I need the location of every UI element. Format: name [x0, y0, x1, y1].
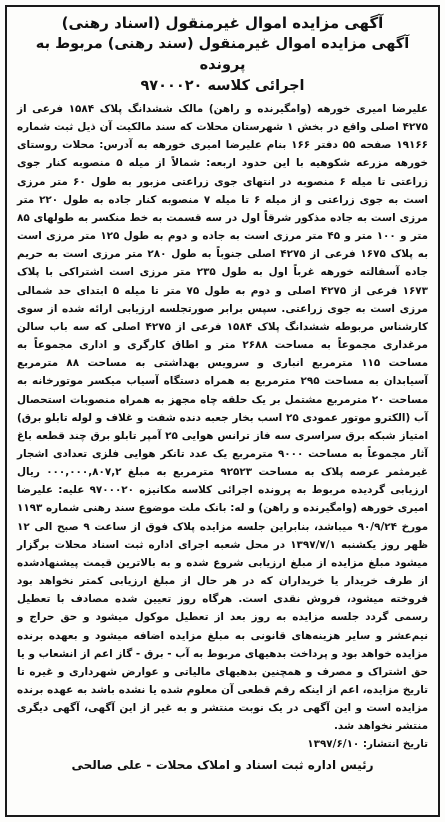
signature-line: رئیس اداره ثبت اسناد و املاک محلات - علی صالحی: [71, 758, 374, 773]
case-number-line: اجرائی کلاسه ۹۷۰۰۰۲۰: [140, 78, 305, 94]
notice-subtitle: آگهی مزایده اموال غیرمنقول (سند رهنی) مربوط به پرونده: [35, 36, 410, 73]
notice-body: علیرضا امیری خورهه (وامگیرنده و راهن) مالک ششدانگ پلاک ۱۵۸۴ فرعی از ۴۲۷۵ اصلی واقع در بخش ۱ شهرستان محلات که سند مالکیت آن ذیل ثبت شماره ۱۹۱۶۶ صفحه ۵۵ دفتر ۱۶۶ بنام علیرضا امیری خورهه به آدرس: محلات روستای خورهه مزرعه شکوهیه با این حدود اربعه: شمالاً از میله ۵ منصوبه کنار جوی زراعتی تا میله ۶ منصوبه در انتهای جوی زراعتی مزبور به طول ۶۰ متر مرزی است به جوی زراعتی و از میله ۶ تا میله ۷ منصوبه کنار جاده به طول ۲۲۰ متر مرزی است به جاده مذکور شرقاً اول در سه قسمت به خط منکسر به طولهای ۸۵ متر و ۱۰۰ متر و ۴۵ متر مرزی است به جاده و دوم به طول ۱۲۵ متر مرزی است به پلاک ۱۶۷۵ فرعی از ۴۲۷۵ اصلی جنوباً به طول ۲۸۰ متر مرزی است به حریم جاده آسفالته خورهه غرباً اول به طول ۲۳۵ متر مرزی است اشتراکی با پلاک ۱۶۷۳ فرعی از ۴۲۷۵ اصلی و دوم به طول ۷۵ متر تا میله ۵ ابتدای حد شمالی مرزی است به جوی زراعتی. سپس برابر صورتجلسه ارزیابی ارائه شده از سوی کارشناس مربوطه ششدانگ پلاک ۱۵۸۴ فرعی از ۴۲۷۵ اصلی که سه باب سالن مرغداری مجموعاً به مساحت ۲۶۸۸ متر و اطاق کارگری و اداری مجموعاً به مساحت ۱۱۵ مترمربع انباری و سرویس بهداشتی به مساحت ۸۸ مترمربع آسیابدان به مساحت ۲۹۵ مترمربع به همراه دستگاه آسیاب میکسر موتورخانه به مساحت ۲۰ مترمربع مشتمل بر یک حلقه چاه مجهز به همراه منصوبات استحصال آب (الکترو موتور عمودی ۲۵ اسب بخار جعبه دنده شفت و غلاف و لوله تابلو برق) امتیاز شبکه برق سراسری سه فاز ترانس هوایی ۲۵ آمپر تابلو برق چند قطعه باغ آثار مجموعاً به مساحت ۹۰۰۰ مترمربع یک عدد تانکر هوایی فلزی تعدادی اشجار غیرمثمر عرصه پلاک به مساحت ۹۲۵۲۳ مترمربع به مبلغ ۰۰۰,۰۰۰,۸۰۷,۲ ریال ارزیابی گردیده مربوط به پرونده اجرائی کلاسه مکانیزه ۹۷۰۰۰۲۰ علیه: علیرضا امیری خورهه (وامگیرنده و راهن) و له: بانک ملت موضوع سند رهنی شماره ۱۱۹۳ مورخ ۹۰/۹/۲۴ میباشد، بنابراین جلسه مزایده پلاک فوق از ساعت ۹ صبح الی ۱۲ ظهر روز یکشنبه ۱۳۹۷/۷/۱ در محل شعبه اجرای اداره ثبت اسناد محلات برگزار میشود مبلغ مزایده از مبلغ ارزیابی شروع شده و به بالاترین قیمت پیشنهادشده از طرف خریدار یا خریداران که در هر حال از مبلغ ارزیابی کمتر نخواهد بود فروخته میشود، فروش نقدی است. هرگاه روز تعیین شده مصادف با تعطیل رسمی گردد جلسه مزایده به روز بعد از تعطیل موکول میشود و حق حراج و نیم‌عشر و سایر هزینه‌های قانونی به مبلغ مزایده اضافه میشود و بعهده برنده مزایده خواهد بود و پرداخت بدهیهای مربوط به آب - برق - گاز اعم از انشعاب و یا حق اشتراک و مصرف و همچنین بدهیهای مالیاتی و عوارض شهرداری و غیره تا تاریخ مزایده، اعم از اینکه رقم قطعی آن معلوم شده یا نشده باشد به عهده برنده مزایده است و این آگهی در یک نوبت منتشر و به غیر از این آگهی، آگهی دیگری منتشر نخواهد شد.: [17, 103, 429, 733]
notice-frame: [5, 5, 440, 817]
publish-date: تاریخ انتشار: ۱۳۹۷/۶/۱۰: [307, 738, 428, 751]
notice-title: آگهی مزایده اموال غیرمنقول (اسناد رهنی): [61, 14, 384, 32]
notice-header: [17, 13, 428, 97]
